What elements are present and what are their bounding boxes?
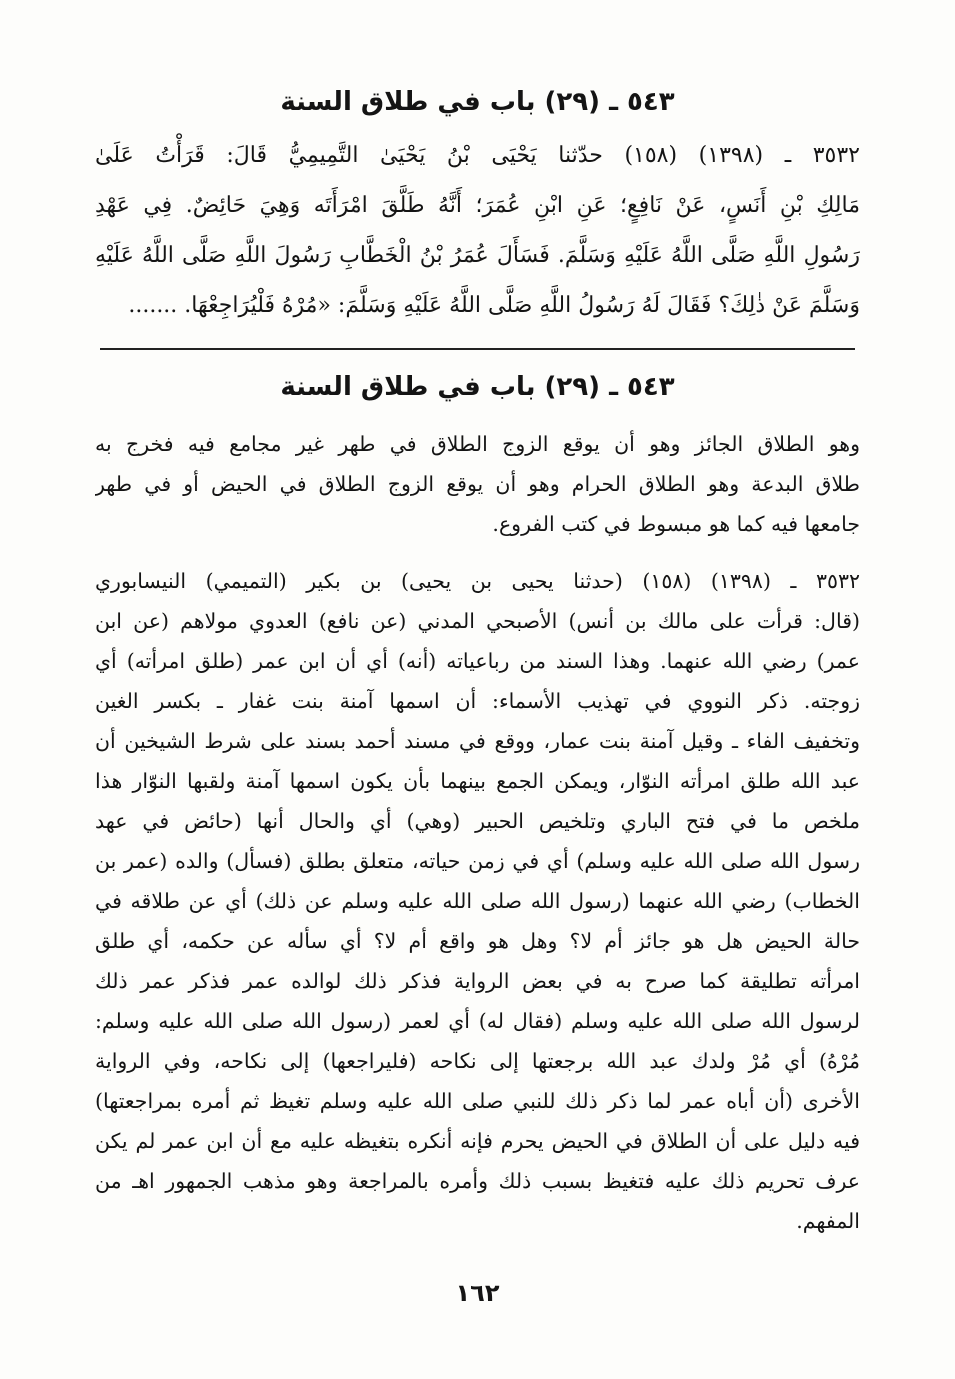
matn-line: مَالِكِ بْنِ أَنَسٍ، عَنْ نَافِعٍ؛ عَنِ ابْنِ عُمَرَ؛ أَنَّهُ طَلَّقَ امْرَأَتَه وَهِيَ حَائِضٌ. فِي عَهْدِ [95,193,860,218]
sharh-line: امرأته تطليقة كما صرح به في بعض الرواية فذكر ذلك لوالده عمر فذكر عمر ذلك [95,969,860,993]
sharh-line: (قال: قرأت على مالك بن أنس) الأصبحي المدني (عن نافع) العدوي مولاهم (عن ابن [95,609,860,633]
sharh-line: رسول الله صلى الله عليه وسلم) أي في زمن حياته، متعلق بطلق (فسأل) والده (عمر بن [95,849,860,873]
sharh-line: ٣٥٣٢ ـ (١٣٩٨) (١٥٨) (حدثنا يحيى بن يحيى) بن بكير (التميمي) النيسابوري [95,569,860,593]
sharh-line: طلاق البدعة وهو الطلاق الحرام وهو أن يوقع الزوج الطلاق في الحيض أو في طهر [95,472,860,496]
matn-line: ٣٥٣٢ ـ (١٣٩٨) (١٥٨) حدّثنا يَحْيَى بْنُ يَحْيَىٰ التَّمِيمِيُّ قَالَ: قَرَأْتُ عَلَىٰ [95,143,860,168]
sharh-line: الأخرى (أن أباه عمر لما ذكر ذلك للنبي صلى الله عليه وسلم تغيظ ثم أمره بمراجعتها) [95,1089,860,1113]
section-divider [100,348,855,350]
sharh-line: حالة الحيض هل هو جائز أم لا؟ وهل هو واقع أم لا؟ أي سأله عن حكمه، أي طلق [95,929,860,953]
sharh-line: مُرْهُ) أي مُرْ ولدك عبد الله برجعتها إلى نكاحه (فليراجعها) إلى نكاحه، وفي الرواية [95,1049,860,1073]
sharh-line: عمر) رضي الله عنهما. وهذا السند من رباعياته (أنه) أي أن ابن عمر (طلق امرأته) أي [95,649,860,673]
matn-line: وَسَلَّمَ عَنْ ذٰلِكَ؟ فَقَالَ لَهُ رَسُولُ اللَّهِ صَلَّى اللَّهُ عَلَيْهِ وَسَلَّمَ: «مُرْهُ فَلْيُرَاجِعْهَا. ....... [128,293,860,318]
sharh-line: لرسول الله صلى الله عليه وسلم (فقال له) أي لعمر (رسول الله صلى الله عليه وسلم: [95,1009,860,1033]
matn-chapter-heading: ٥٤٣ ـ (٢٩) باب في طلاق السنة [280,87,675,117]
sharh-chapter-heading: ٥٤٣ ـ (٢٩) باب في طلاق السنة [280,372,675,402]
page-number: ١٦٢ [455,1279,500,1307]
sharh-line: زوجته. ذكر النووي في تهذيب الأسماء: أن اسمها آمنة بنت غفار ـ بكسر الغين [95,689,860,713]
sharh-line: عبد الله طلق امرأته النوّار، ويمكن الجمع بينهما بأن يكون اسمها آمنة ولقبها النوّار هذا [95,769,860,793]
sharh-line: وهو الطلاق الجائز وهو أن يوقع الزوج الطلاق في طهر غير مجامع فيه فخرج به [95,432,860,456]
sharh-line: الخطاب) رضي الله عنهما (رسول الله صلى الله عليه وسلم عن ذلك) أي عن طلاقه في [95,889,860,913]
sharh-line: ملخص ما في فتح الباري وتلخيص الحبير (وهي) أي والحال أنها (حائض في عهد [95,809,860,833]
sharh-line: وتخفيف الفاء ـ وقيل آمنة بنت عمار، ووقع في مسند أحمد بسند على شرط الشيخين أن [95,729,860,753]
sharh-line: فيه دليل على أن الطلاق في الحيض يحرم فإنه أنكره بتغيظه عليه مع أن ابن عمر لم يكن [95,1129,860,1153]
sharh-line: جامعها فيه كما هو مبسوط في كتب الفروع. [492,512,860,536]
sharh-line: المفهم. [796,1209,860,1233]
sharh-line: عرف تحريم ذلك عليه فتغيظ بسبب ذلك وأمره بالمراجعة وهو مذهب الجمهور اهـ من [95,1169,860,1193]
matn-line: رَسُولِ اللَّهِ صَلَّى اللَّهُ عَلَيْهِ وَسَلَّمَ. فَسَأَلَ عُمَرُ بْنُ الْخَطَّابِ رَسُولَ اللَّهِ صَلَّى اللَّهُ عَلَيْهِ [95,243,860,268]
